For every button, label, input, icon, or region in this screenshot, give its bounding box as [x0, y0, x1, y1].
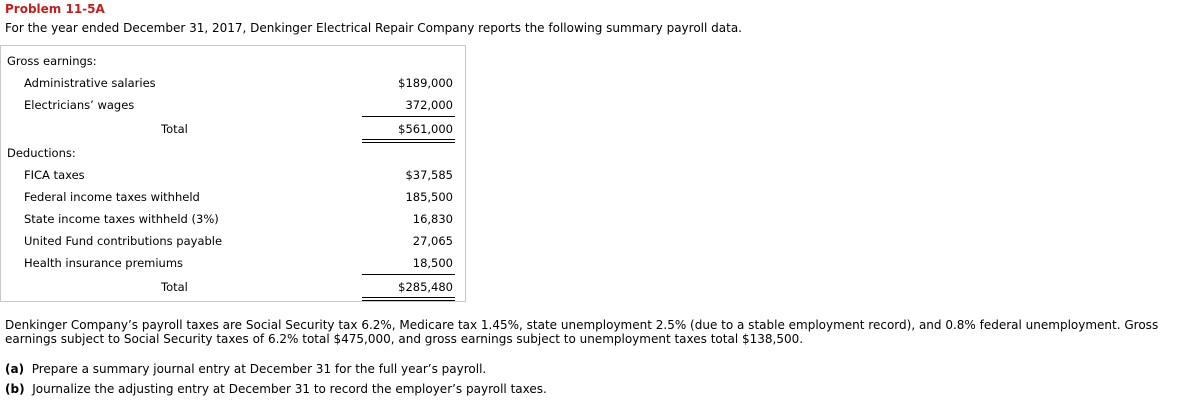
gross-row-amount: $189,000	[398, 76, 453, 90]
part-text: Prepare a summary journal entry at December 31 for the full year’s payroll.	[31, 362, 487, 376]
deduction-row-amount: 16,830	[412, 212, 453, 226]
deduction-row-amount: 27,065	[412, 234, 453, 248]
gross-row-label: Electricians’ wages	[24, 98, 135, 112]
total-double-rule	[362, 297, 455, 301]
gross-earnings-heading: Gross earnings:	[7, 54, 97, 68]
part-text: Journalize the adjusting entry at December 31 to record the employer’s payroll taxes.	[32, 382, 547, 396]
deduction-row-label: State income taxes withheld (3%)	[24, 212, 219, 226]
subtotal-rule	[362, 116, 455, 117]
problem-title: Problem 11-5A	[5, 2, 105, 16]
intro-text: For the year ended December 31, 2017, Denkinger Electrical Repair Company reports the following summary payroll data.	[5, 21, 742, 35]
gross-row-label: Administrative salaries	[24, 76, 156, 90]
gross-row-amount: 372,000	[405, 98, 453, 112]
deduction-row-amount: 18,500	[412, 256, 453, 270]
part-b	[5, 382, 547, 396]
deduction-row-amount: 185,500	[405, 190, 453, 204]
deduction-row-label: United Fund contributions payable	[24, 234, 223, 248]
deduction-row-label: Federal income taxes withheld	[24, 190, 200, 204]
gross-total-label: Total	[161, 122, 188, 136]
deductions-total-label: Total	[161, 280, 188, 294]
deduction-row-label: Health insurance premiums	[24, 256, 184, 270]
deduction-row-amount: $37,585	[405, 168, 453, 182]
deduction-row-label: FICA taxes	[24, 168, 85, 182]
part-letter: (a)	[5, 362, 25, 376]
part-a	[5, 362, 486, 376]
part-letter: (b)	[5, 382, 25, 396]
gross-total-amount: $561,000	[398, 122, 453, 136]
payroll-data-table	[0, 45, 466, 302]
deductions-heading: Deductions:	[7, 146, 76, 160]
total-double-rule	[362, 139, 455, 143]
payroll-tax-paragraph: Denkinger Company’s payroll taxes are Social Security tax 6.2%, Medicare tax 1.45%, state unemployment 2.5% (due to a stable employment record), and 0.8% federal unemployment. Gross earnings subject to Social Security taxes of 6.2% total $475,000, and gross earnings subject to unemployment taxes total $138,500.	[5, 318, 1159, 346]
deductions-total-amount: $285,480	[398, 280, 453, 294]
subtotal-rule	[362, 274, 455, 275]
